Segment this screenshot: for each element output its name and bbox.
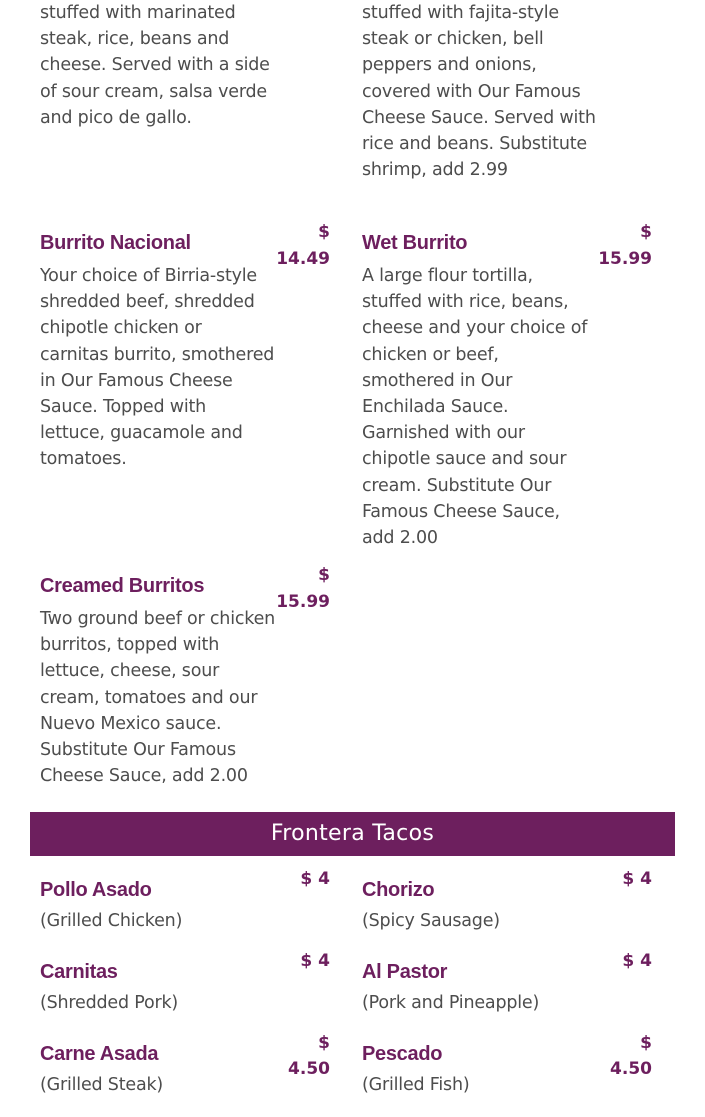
menu-item-description: stuffed with marinated steak, rice, beans and cheese. Served with a side of sour cream, salsa verde and pico de gallo. xyxy=(40,3,270,128)
menu-item-price: $ 4 xyxy=(300,869,330,889)
menu-item-price xyxy=(270,219,330,273)
menu-item-burrito-nacional xyxy=(40,219,332,509)
menu-item-description: (Spicy Sausage) xyxy=(362,911,500,931)
section-header-frontera-tacos: Frontera Tacos xyxy=(30,812,675,856)
menu-item-name: Carne Asada xyxy=(40,1043,159,1065)
menu-item-description: (Grilled Chicken) xyxy=(40,911,183,931)
menu-item-al-pastor xyxy=(362,948,654,1018)
menu-item-description: (Shredded Pork) xyxy=(40,993,179,1013)
menu-item-carnitas xyxy=(40,948,332,1018)
price-value: 14.49 xyxy=(276,249,330,269)
menu-item-name: Burrito Nacional xyxy=(40,232,191,254)
price-symbol: $ xyxy=(318,222,330,242)
menu-item-name: Creamed Burritos xyxy=(40,575,205,597)
price-value: 15.99 xyxy=(598,249,652,269)
menu-item-description: Two ground beef or chicken burritos, topped with lettuce, cheese, sour cream, tomatoes and our Nuevo Mexico sauce. Substitute Our Famous Cheese Sauce, add 2.00 xyxy=(40,609,276,787)
price-value: 15.99 xyxy=(276,592,330,612)
menu-item-name: Chorizo xyxy=(362,879,435,901)
price-symbol: $ xyxy=(318,1033,330,1053)
menu-item-price: $ 4 xyxy=(300,951,330,971)
menu-item-description: stuffed with fajita-style steak or chicken, bell peppers and onions, covered with Our Famous Cheese Sauce. Served with rice and beans. Substitute shrimp, add 2.99 xyxy=(362,3,596,181)
menu-item-description: (Pork and Pineapple) xyxy=(362,993,540,1013)
menu-item-name: Pollo Asado xyxy=(40,879,152,901)
menu-item-name: Wet Burrito xyxy=(362,232,468,254)
price-symbol: $ xyxy=(318,565,330,585)
price-value: 4.50 xyxy=(288,1059,330,1079)
price-symbol: $ xyxy=(640,1033,652,1053)
menu-item-description: (Grilled Steak) xyxy=(40,1075,164,1095)
menu-item-price xyxy=(592,219,652,273)
menu-item-price: $ 4 xyxy=(622,951,652,971)
menu-item-pollo-asado xyxy=(40,866,332,936)
price-symbol: $ xyxy=(640,222,652,242)
menu-item-description: Your choice of Birria-style shredded beef, shredded chipotle chicken or carnitas burrito, smothered in Our Famous Cheese Sauce. Topped with lettuce, guacamole and tomatoes. xyxy=(40,266,275,470)
menu-item-wet-burrito xyxy=(362,219,654,559)
menu-item-name: Carnitas xyxy=(40,961,118,983)
menu-item-description: (Grilled Fish) xyxy=(362,1075,470,1095)
menu-item-chorizo xyxy=(362,866,654,936)
menu-item-name: Pescado xyxy=(362,1043,443,1065)
menu-item-creamed-burritos xyxy=(40,562,332,792)
menu-item-pescado xyxy=(362,1030,654,1100)
menu-item-name: Al Pastor xyxy=(362,961,448,983)
menu-item-carne-asada xyxy=(40,1030,332,1100)
menu-item-description: A large flour tortilla, stuffed with rice, beans, cheese and your choice of chicken or beef, smothered in Our Enchilada Sauce. Garnished with our chipotle sauce and sour cream. Substitute Our Famous Cheese Sauce, add 2.00 xyxy=(362,266,588,549)
price-value: 4.50 xyxy=(610,1059,652,1079)
menu-item-price: $ 4 xyxy=(622,869,652,889)
